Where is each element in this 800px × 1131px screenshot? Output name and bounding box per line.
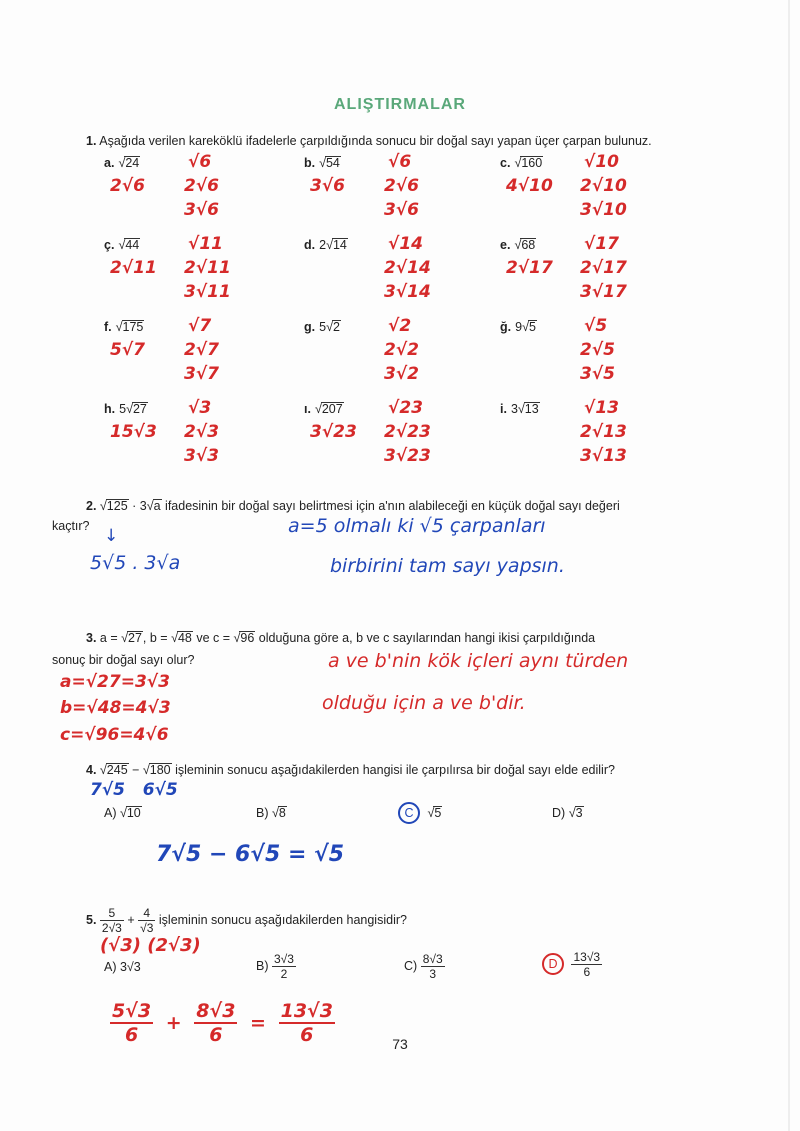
option-fraction: [421, 952, 445, 981]
q1-item-expr: [500, 402, 540, 416]
denominator: √3: [140, 921, 154, 935]
hw-simplified: 5√7: [110, 340, 145, 360]
item-label: ğ.: [500, 320, 512, 334]
question-1-prompt: [86, 133, 766, 149]
hw-q3-answer-1: a ve b'nin kök içleri aynı türden: [328, 650, 629, 672]
option-b[interactable]: [256, 952, 296, 981]
hw-factor-3: 3√10: [580, 200, 627, 220]
item-label: ı.: [304, 402, 311, 416]
item-label: a.: [104, 156, 115, 170]
hw-q5-multipliers: (√3) (2√3): [100, 935, 201, 956]
numerator: 3√3: [273, 952, 294, 966]
radical-symbol: √: [126, 402, 133, 416]
radical-symbol: √: [427, 806, 435, 820]
hw-factor-1: √5: [584, 316, 608, 336]
item-label: g.: [304, 320, 316, 334]
hw-factor-1: √14: [388, 234, 423, 254]
denominator: 3: [429, 967, 436, 981]
numerator: 8√3: [422, 952, 443, 966]
option-d[interactable]: [552, 806, 584, 820]
question-2-prompt-line2: kaçtır?: [52, 519, 90, 533]
fraction-1: [100, 906, 124, 935]
coefficient: 9: [515, 320, 523, 334]
radical-symbol: √: [142, 763, 150, 777]
hw-factor-3: 3√14: [384, 282, 431, 302]
radicand: a: [153, 499, 161, 513]
numerator: 5: [100, 906, 124, 921]
hw-simplified: 2√6: [110, 176, 145, 196]
option-a[interactable]: [104, 960, 141, 974]
option-d[interactable]: [542, 950, 602, 979]
radicand: 44: [125, 238, 140, 252]
radicand: 3: [575, 806, 583, 820]
hw-simplified: 2√11: [110, 258, 157, 278]
radical-symbol: √: [568, 806, 576, 820]
coefficient: 5: [119, 402, 127, 416]
radicand: 160: [521, 156, 543, 170]
hw-arrow: ↓: [104, 526, 119, 546]
expr-mid: · 3: [132, 499, 147, 513]
plus-sign: +: [165, 1011, 182, 1034]
item-label: f.: [104, 320, 112, 334]
item-label: e.: [500, 238, 511, 252]
hw-factor-3: 3√23: [384, 446, 431, 466]
radicand: 27: [132, 402, 147, 416]
radicand: 2: [332, 320, 340, 334]
question-text: olduğuna göre a, b ve c sayılarından hangi ikisi çarpıldığında: [258, 631, 596, 645]
minus-sign: −: [128, 763, 143, 777]
item-label: b.: [304, 156, 316, 170]
hw-q3-line-c: c=√96=4√6: [60, 725, 169, 745]
radicand: 5: [434, 806, 442, 820]
hw-factor-3: 3√6: [184, 200, 219, 220]
question-number: 3.: [86, 631, 97, 645]
hw-q3-answer-2: olduğu için a ve b'dir.: [322, 692, 526, 714]
denominator: 6: [583, 965, 591, 979]
radicand: 180: [149, 763, 171, 777]
question-text: işleminin sonucu aşağıdakilerden hangisidir?: [158, 912, 407, 927]
radical-symbol: √: [517, 402, 525, 416]
page-title: ALIŞTIRMALAR: [334, 96, 466, 113]
denominator: 2√3: [101, 921, 122, 935]
hw-simplified: 3√23: [310, 422, 357, 442]
radicand: 68: [521, 238, 536, 252]
question-5-prompt: [86, 906, 746, 935]
q1-item-expr: [500, 320, 537, 334]
hw-q4-over: 7√5 6√5: [90, 780, 178, 800]
numerator: 5√3: [112, 1000, 152, 1022]
hw-factor-3: 3√5: [580, 364, 615, 384]
coefficient: 5: [319, 320, 327, 334]
item-label: ç.: [104, 238, 115, 252]
equals-sign: =: [250, 1011, 266, 1034]
hw-factor-3: 3√17: [580, 282, 627, 302]
fraction-2: [138, 906, 155, 935]
radicand: 48: [177, 631, 192, 645]
hw-factor-1: √17: [584, 234, 619, 254]
numerator: 13√3: [280, 1000, 333, 1022]
hw-factor-2: 2√14: [384, 258, 431, 278]
radicand: 27: [128, 631, 142, 645]
hw-factor-1: √13: [584, 398, 619, 418]
hw-factor-2: 2√11: [184, 258, 231, 278]
hw-factor-3: 3√11: [184, 282, 231, 302]
hw-simplified: 4√10: [506, 176, 553, 196]
hw-factor-2: 2√6: [384, 176, 419, 196]
hw-factor-3: 3√3: [184, 446, 219, 466]
hw-factor-3: 3√6: [384, 200, 419, 220]
hw-factor-3: 3√7: [184, 364, 219, 384]
numerator: 8√3: [196, 1000, 236, 1022]
page-number: 73: [392, 1036, 408, 1052]
var-a-label: a =: [99, 631, 122, 645]
hw-simplified: 3√6: [310, 176, 345, 196]
radical-symbol: √: [118, 238, 126, 252]
hw-factor-2: 2√23: [384, 422, 431, 442]
question-text: işleminin sonucu aşağıdakilerden hangisi ile çarpılırsa bir doğal sayı elde edilir?: [175, 763, 615, 777]
radical-symbol: √: [99, 499, 107, 513]
denominator: 6: [300, 1024, 314, 1046]
radical-symbol: √: [514, 156, 522, 170]
var-b-label: , b =: [142, 631, 172, 645]
q1-item-expr: [304, 402, 344, 416]
item-label: h.: [104, 402, 116, 416]
hw-simplified: 15√3: [110, 422, 157, 442]
q1-item-expr: [500, 238, 536, 252]
q1-item-expr: [104, 156, 140, 170]
hw-factor-1: √6: [388, 152, 412, 172]
option-value: 3√3: [119, 960, 141, 974]
plus-sign: +: [127, 912, 135, 927]
hw-factor-3: 3√2: [384, 364, 419, 384]
hw-factor-1: √2: [388, 316, 412, 336]
hw-q2-answer-1: a=5 olmalı ki √5 çarpanları: [288, 515, 546, 537]
q1-item-expr: [104, 238, 140, 252]
radicand: 54: [325, 156, 340, 170]
item-label: i.: [500, 402, 507, 416]
option-label: D): [552, 806, 566, 820]
question-4-prompt: [86, 762, 746, 778]
hw-factor-1: √11: [188, 234, 223, 254]
radicand: 13: [524, 402, 539, 416]
radicand: 14: [332, 238, 347, 252]
option-label: B): [256, 806, 269, 820]
q1-item-expr: [104, 402, 148, 416]
question-2-prompt: [86, 498, 726, 514]
item-label: c.: [500, 156, 511, 170]
denominator: 2: [280, 967, 288, 981]
hw-factor-2: 2√5: [580, 340, 615, 360]
hw-factor-1: √23: [388, 398, 423, 418]
q1-item-expr: [104, 320, 144, 334]
hw-q2-work: 5√5 . 3√a: [90, 552, 181, 574]
radicand: 5: [528, 320, 536, 334]
radicand: 175: [122, 320, 144, 334]
hw-factor-1: √7: [188, 316, 212, 336]
radicand: 10: [126, 806, 141, 820]
question-3-prompt-line2: sonuç bir doğal sayı olur?: [52, 653, 195, 667]
item-label: d.: [304, 238, 316, 252]
radical-symbol: √: [522, 320, 529, 334]
q1-item-expr: [304, 238, 348, 252]
numerator: 13√3: [573, 950, 601, 964]
radicand: 207: [321, 402, 343, 416]
radical-symbol: √: [119, 806, 127, 820]
question-text: Aşağıda verilen kareköklü ifadelerle çarpıldığında sonucu bir doğal sayı yapan üçer çarpan bulunuz.: [99, 134, 652, 148]
radical-symbol: √: [121, 631, 128, 645]
radical-symbol: √: [326, 320, 333, 334]
hw-factor-2: 2√7: [184, 340, 219, 360]
hw-factor-2: 2√13: [580, 422, 627, 442]
radical-symbol: √: [514, 238, 522, 252]
question-number: 4.: [86, 763, 97, 777]
option-b[interactable]: [256, 806, 287, 820]
hw-factor-2: 2√3: [184, 422, 219, 442]
q1-item-expr: [304, 156, 341, 170]
hw-factor-3: 3√13: [580, 446, 627, 466]
radicand: 24: [125, 156, 140, 170]
radicand: 245: [106, 763, 128, 777]
hw-factor-2: 2√2: [384, 340, 419, 360]
radical-symbol: √: [171, 631, 178, 645]
radical-symbol: √: [99, 763, 107, 777]
hw-q3-line-b: b=√48=4√3: [60, 698, 171, 718]
radical-symbol: √: [326, 238, 333, 252]
hw-factor-2: 2√6: [184, 176, 219, 196]
option-c[interactable]: [398, 802, 442, 824]
radical-symbol: √: [314, 402, 322, 416]
q1-item-expr: [500, 156, 543, 170]
hw-q2-answer-2: birbirini tam sayı yapsın.: [330, 555, 565, 577]
hw-factor-1: √6: [188, 152, 212, 172]
denominator: 6: [124, 1024, 139, 1046]
page-edge: [788, 0, 790, 1131]
option-label: B): [256, 958, 269, 973]
hw-factor-1: √3: [188, 398, 212, 418]
var-c-label: ve c =: [192, 631, 234, 645]
numerator: 4: [138, 906, 155, 921]
hw-q4-work: 7√5 − 6√5 = √5: [156, 842, 345, 867]
coefficient: 2: [319, 238, 327, 252]
denominator: 6: [209, 1024, 223, 1046]
radical-symbol: √: [319, 156, 326, 170]
radical-symbol: √: [271, 806, 279, 820]
hw-factor-1: √10: [584, 152, 619, 172]
q1-item-expr: [304, 320, 341, 334]
question-number: 2.: [86, 499, 97, 513]
option-a[interactable]: [104, 806, 142, 820]
question-number: 5.: [86, 912, 97, 927]
radical-symbol: √: [146, 499, 154, 513]
option-fraction: [272, 952, 296, 981]
answer-circle: D: [542, 953, 564, 975]
option-label: C): [404, 958, 418, 973]
option-label: A): [104, 960, 117, 974]
option-label: A): [104, 806, 117, 820]
radicand: 96: [240, 631, 255, 645]
radical-symbol: √: [118, 156, 126, 170]
hw-q3-line-a: a=√27=3√3: [60, 672, 170, 692]
answer-circle: C: [398, 802, 420, 824]
question-text: ifadesinin bir doğal sayı belirtmesi için a'nın alabileceği en küçük doğal sayı değeri: [165, 499, 620, 513]
question-number: 1.: [86, 134, 97, 148]
hw-simplified: 2√17: [506, 258, 553, 278]
radicand: 125: [106, 499, 128, 513]
option-fraction: [571, 950, 602, 979]
radical-symbol: √: [233, 631, 241, 645]
hw-factor-2: 2√10: [580, 176, 627, 196]
option-c[interactable]: [404, 952, 445, 981]
hw-factor-2: 2√17: [580, 258, 627, 278]
coefficient: 3: [510, 402, 518, 416]
radicand: 8: [278, 806, 286, 820]
question-3-prompt: [86, 630, 726, 646]
radical-symbol: √: [115, 320, 123, 334]
